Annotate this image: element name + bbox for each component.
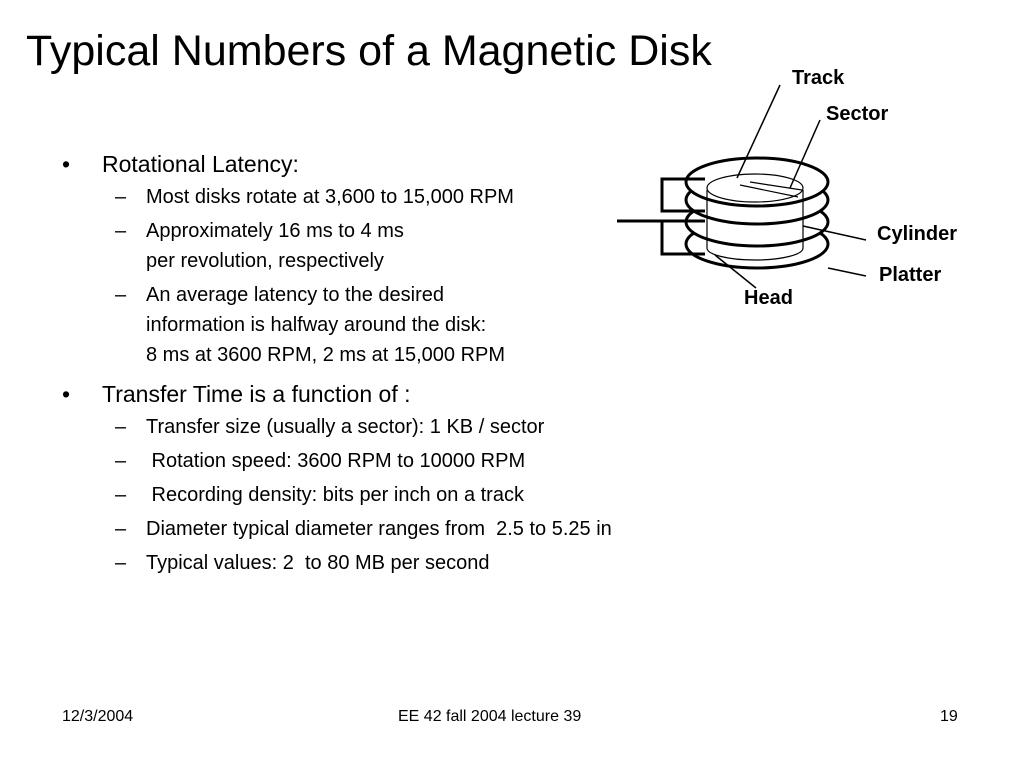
sub-bullet-text: Transfer size (usually a sector): 1 KB / sector: [146, 416, 545, 438]
sub-bullet-marker: –: [115, 518, 127, 540]
sub-bullet-text: Approximately 16 ms to 4 ms per revolution, respectively: [146, 220, 404, 272]
sub-bullet-marker: –: [115, 484, 127, 506]
bullet-text: Rotational Latency:: [102, 151, 299, 177]
sub-bullet-text: Typical values: 2 to 80 MB per second: [146, 552, 490, 574]
sub-bullet-marker: –: [115, 220, 127, 242]
sub-bullet-text: Diameter typical diameter ranges from 2.5 to 5.25 in: [146, 518, 612, 540]
sub-bullet-text: Most disks rotate at 3,600 to 15,000 RPM: [146, 186, 514, 208]
sub-bullet-text: An average latency to the desired information is halfway around the disk: 8 ms at 3600 RPM, 2 ms at 15,000 RPM: [146, 284, 506, 366]
sub-bullet-text: Rotation speed: 3600 RPM to 10000 RPM: [146, 450, 526, 472]
slide-title: Typical Numbers of a Magnetic Disk: [26, 27, 712, 75]
head-label: Head: [744, 287, 793, 309]
sub-bullet-text: Recording density: bits per inch on a track: [146, 484, 524, 506]
sector-label: Sector: [826, 103, 889, 125]
sub-bullet-marker: –: [115, 284, 127, 306]
bullet-marker: •: [62, 151, 71, 177]
sub-bullet-marker: –: [115, 416, 127, 438]
footer-date: 12/3/2004: [62, 708, 134, 725]
track-label: Track: [792, 67, 845, 89]
cylinder-label: Cylinder: [877, 223, 958, 245]
platter-label: Platter: [879, 264, 942, 286]
sub-bullet-marker: –: [115, 186, 127, 208]
sub-bullet-marker: –: [115, 552, 127, 574]
sub-bullet-marker: –: [115, 450, 127, 472]
bullet-marker: •: [62, 381, 71, 407]
footer-course: EE 42 fall 2004 lecture 39: [398, 708, 582, 725]
footer-page-number: 19: [940, 708, 958, 725]
platter-leader-line: [828, 268, 866, 276]
bullet-text: Transfer Time is a function of :: [102, 381, 411, 407]
